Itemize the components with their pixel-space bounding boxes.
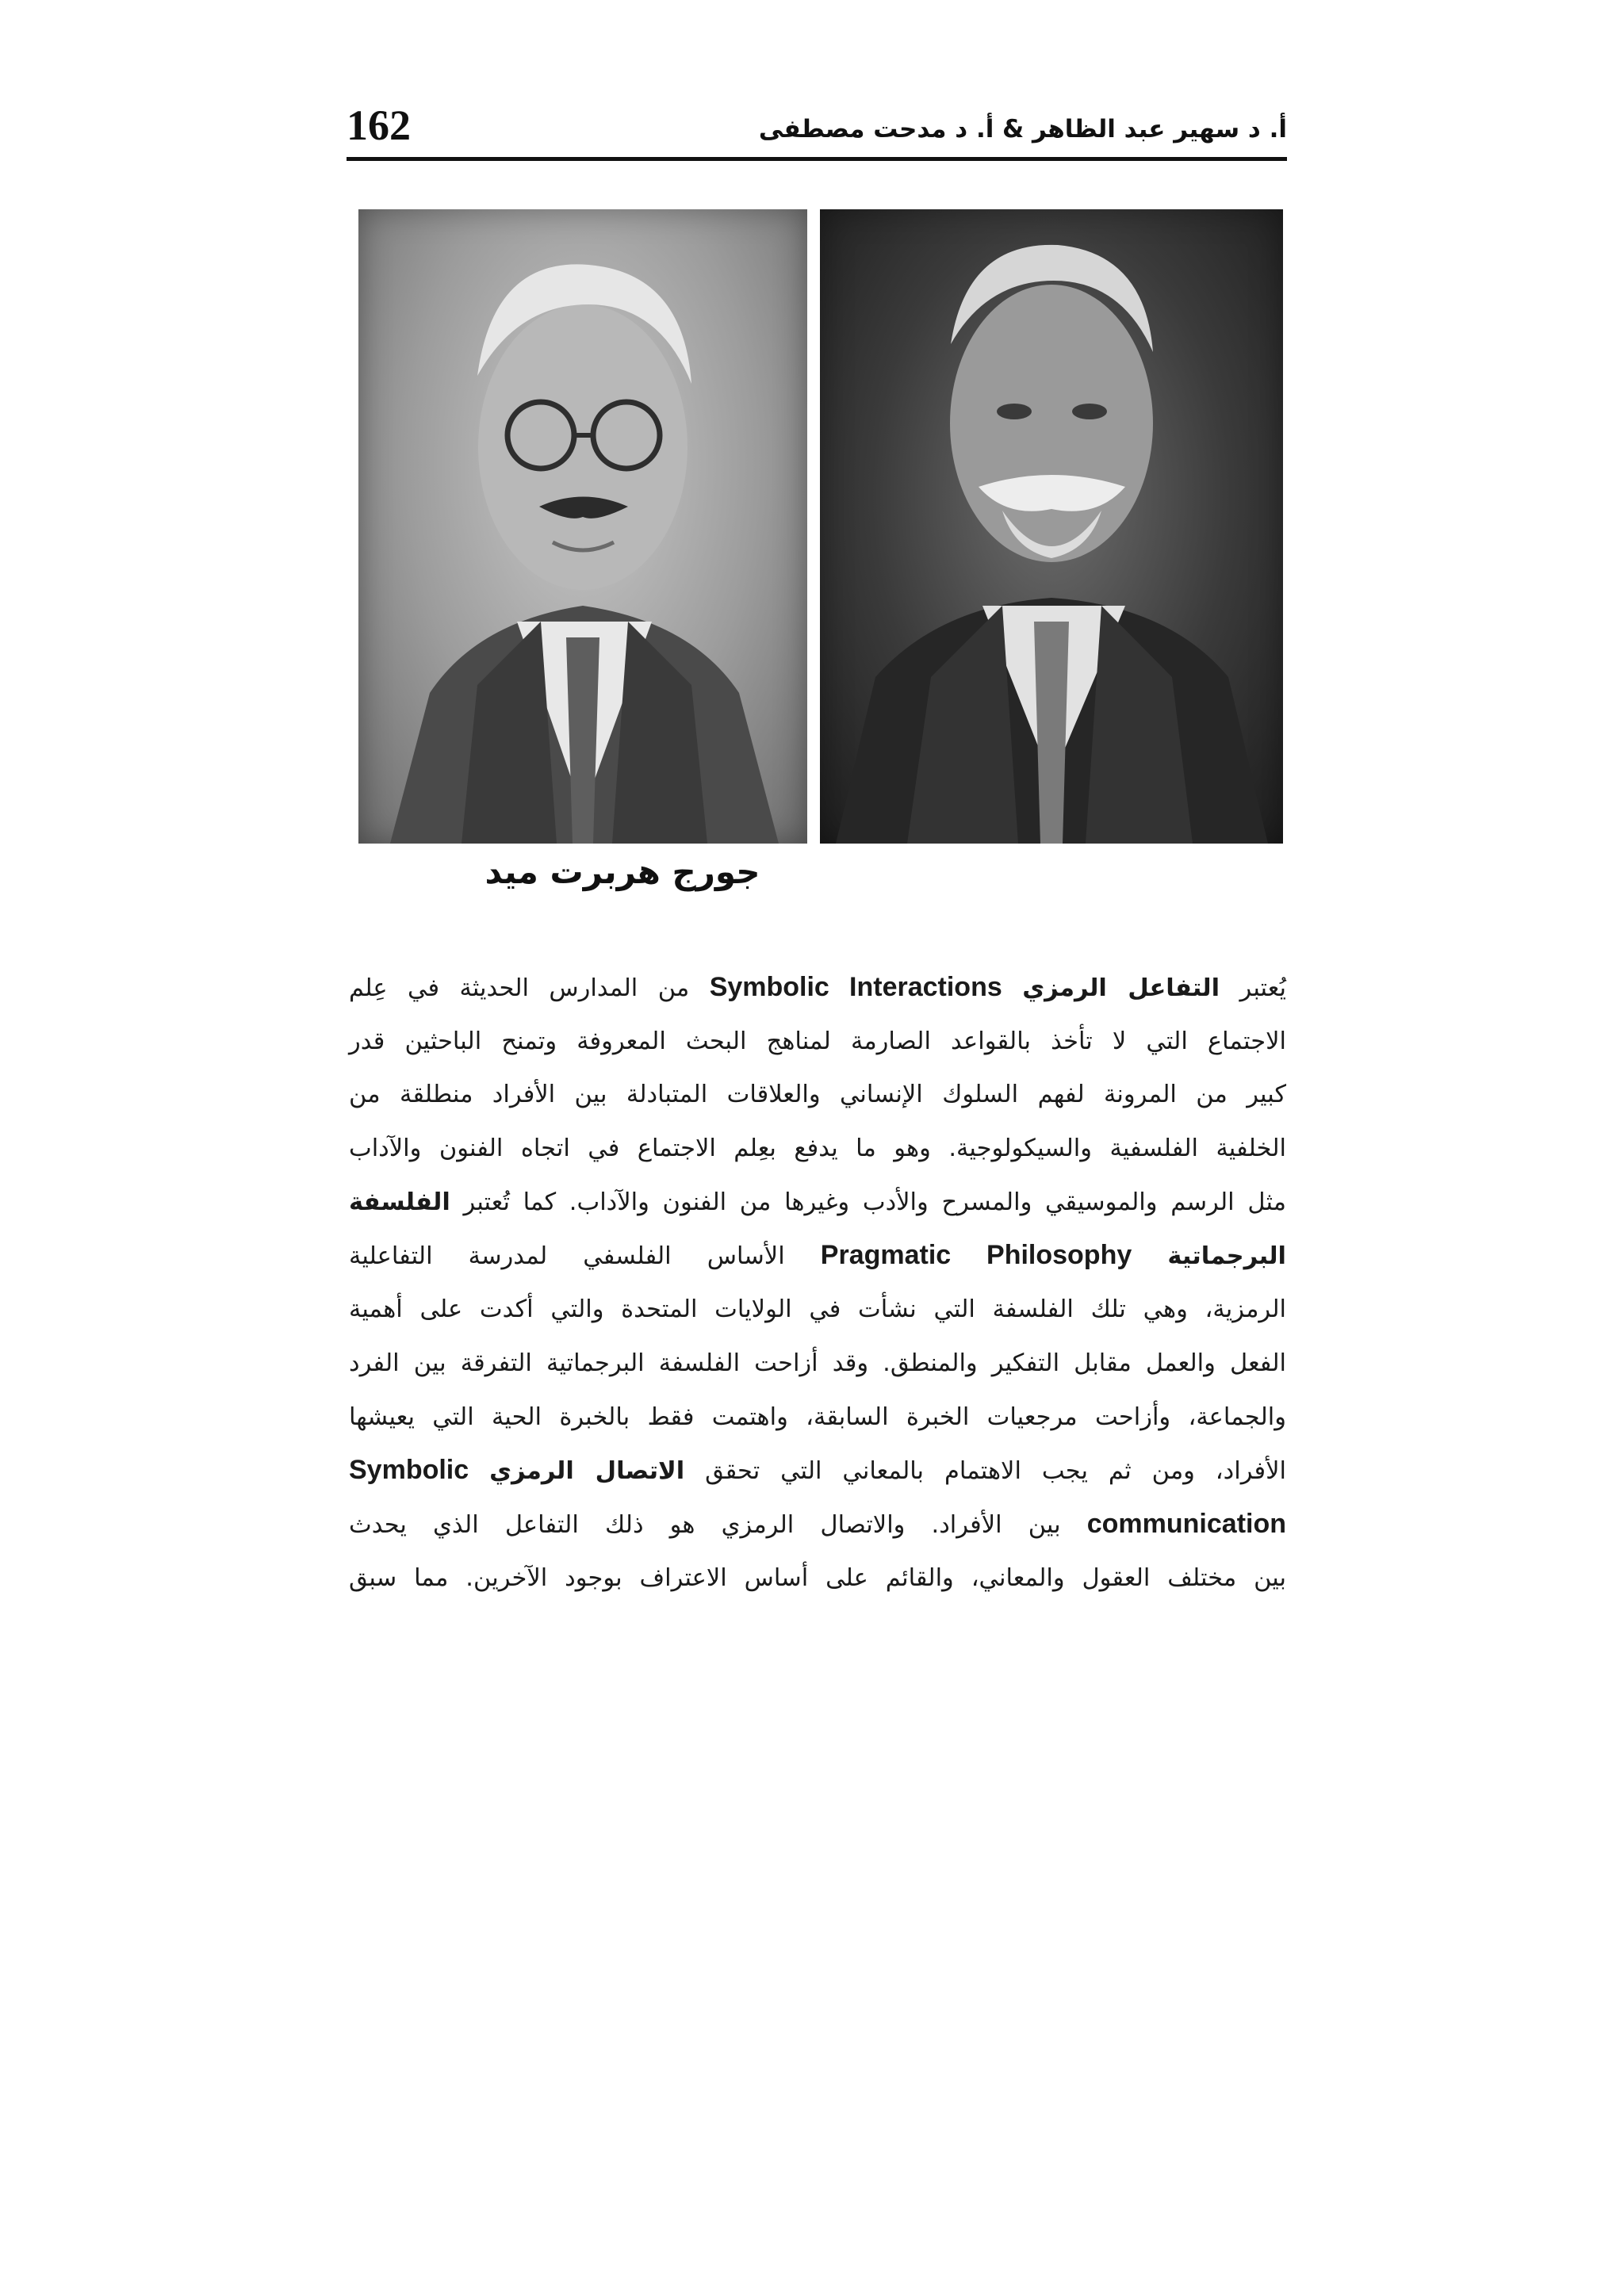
body-line-5 — [349, 1176, 1286, 1230]
term-symbolic-interaction-ar: التفاعل الرمزي — [1022, 974, 1220, 1002]
page-number: 162 — [347, 101, 411, 149]
term-communication-en: communication — [1086, 1508, 1286, 1539]
text-run: مثل الرسم والموسيقي والمسرح والأدب وغيرها من الفنون والآداب. كما تُعتبر — [463, 1188, 1286, 1216]
figure-caption: جورج هربرت ميد — [485, 852, 760, 891]
term-symbolic-en: Symbolic — [349, 1455, 469, 1486]
body-line-1 — [349, 961, 1286, 1015]
text-run: من المدارس الحديثة في عِلم — [349, 974, 690, 1002]
portrait-left-drawing — [358, 209, 807, 844]
body-line-9: والجماعة، وأزاحت مرجعيات الخبرة السابقة، واهتمت فقط بالخبرة الحية التي يعيشها — [349, 1402, 1286, 1431]
body-paragraph — [349, 961, 1286, 1605]
term-pragmatic-philosophy-en: Pragmatic Philosophy — [820, 1240, 1132, 1271]
body-line-11 — [349, 1498, 1286, 1552]
body-line-8: الفعل والعمل مقابل التفكير والمنطق. وقد أزاحت الفلسفة البرجماتية التفرقة بين الفرد — [349, 1349, 1286, 1377]
page-header — [347, 94, 1287, 157]
body-line-3: كبير من المرونة لفهم السلوك الإنساني والعلاقات المتبادلة بين الأفراد منطلقة من — [349, 1081, 1286, 1109]
term-philosophy-ar: الفلسفة — [349, 1188, 450, 1216]
term-pragmatic-ar: البرجماتية — [1167, 1242, 1286, 1271]
header-rule — [347, 157, 1287, 161]
term-symbolic-communication-ar: الاتصال الرمزي — [489, 1457, 685, 1486]
body-line-10 — [349, 1444, 1286, 1498]
text-run: بين الأفراد. والاتصال الرمزي هو ذلك التفاعل الذي يحدث — [349, 1510, 1061, 1539]
body-line-7: الرمزية، وهي تلك الفلسفة التي نشأت في الولايات المتحدة والتي أكدت على أهمية — [349, 1295, 1286, 1324]
running-head-authors: أ. د سهير عبد الظاهر & أ. د مدحت مصطفى — [758, 115, 1287, 144]
portrait-right-drawing — [820, 209, 1283, 844]
text-run: الأساس الفلسفي لمدرسة التفاعلية — [349, 1242, 785, 1271]
portrait-photo-right — [820, 209, 1283, 844]
term-symbolic-interactions-en: Symbolic Interactions — [709, 972, 1002, 1002]
text-run: يُعتبر — [1239, 974, 1286, 1002]
portrait-photo-left — [358, 209, 807, 844]
body-line-6 — [349, 1229, 1286, 1283]
body-line-12: بين مختلف العقول والمعاني، والقائم على أساس الاعتراف بوجود الآخرين. مما سبق — [349, 1563, 1286, 1592]
body-line-4: الخلفية الفلسفية والسيكولوجية. وهو ما يدفع بعِلم الاجتماع في اتجاه الفنون والآداب — [349, 1135, 1286, 1163]
text-run: الأفراد، ومن ثم يجب الاهتمام بالمعاني التي تحقق — [705, 1457, 1286, 1486]
body-line-2: الاجتماع التي لا تأخذ بالقواعد الصارمة لمناهج البحث المعروفة وتمنح الباحثين قدر — [349, 1027, 1286, 1055]
